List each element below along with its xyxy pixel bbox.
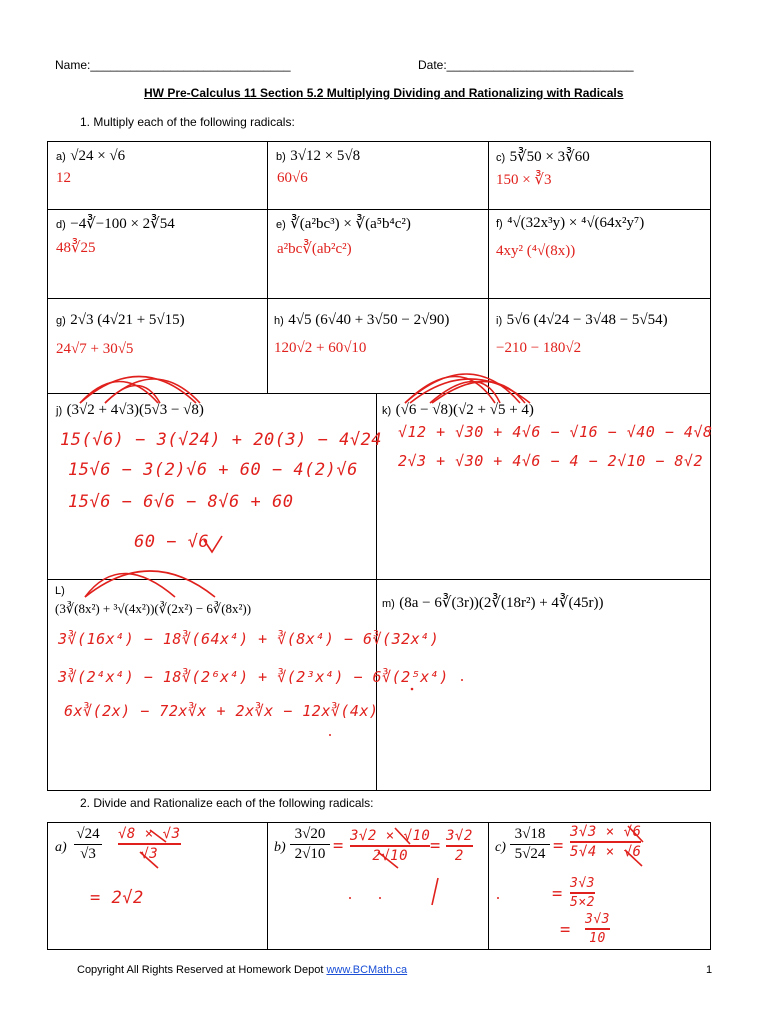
step3-2c	[585, 912, 610, 946]
work-1j-line2: 15√6 − 3(2)√6 + 60 − 4(2)√6	[68, 460, 358, 480]
equals-sign: =	[560, 920, 571, 940]
numerator: √24	[76, 826, 100, 842]
copyright-text: Copyright All Rights Reserved at Homework Depot	[77, 964, 327, 976]
denominator: √3	[80, 846, 96, 862]
problem-expression: (3∛(8x²) + ³√(4x²))(∛(2x²) − 6∛(8x²))	[55, 601, 252, 616]
problem-1k	[382, 401, 534, 419]
section2-instruction: 2. Divide and Rationalize each of the following radicals:	[80, 796, 374, 810]
problem-2c-label: c)	[495, 840, 506, 855]
problem-label: i)	[496, 315, 503, 327]
answer-1g: 24√7 + 30√5	[56, 341, 134, 357]
problem-label: j)	[56, 405, 63, 417]
result-2a: = 2√2	[90, 888, 144, 908]
problem-label: g)	[56, 315, 66, 327]
result-2b	[446, 828, 473, 864]
problem-label: m)	[382, 598, 395, 610]
problem-label: e)	[276, 219, 286, 231]
problem-label: L)	[55, 585, 65, 597]
page-title: HW Pre-Calculus 11 Section 5.2 Multiplying Dividing and Rationalizing with Radicals	[144, 86, 624, 100]
work-1l-line2: 3∛(2⁴x⁴) − 18∛(2⁶x⁴) + ∛(2³x⁴) − 6∛(2⁵x⁴)	[58, 668, 449, 686]
problem-1g	[56, 311, 185, 329]
work-denominator: 2√10	[372, 848, 409, 864]
equals-sign: =	[552, 884, 563, 904]
answer-1a: 12	[56, 170, 71, 186]
problem-1l	[55, 585, 251, 617]
work-1k-line1: √12 + √30 + 4√6 − √16 − √40 − 4√8	[398, 423, 713, 441]
page-number: 1	[706, 964, 713, 976]
answer-1f: 4xy² (⁴√(8x))	[496, 243, 576, 259]
answer-1e: a²bc∛(ab²c²)	[277, 241, 352, 257]
date-field[interactable]: Date:____________________________	[418, 58, 634, 72]
problem-1i	[496, 311, 668, 329]
step2-numerator: 3√3	[570, 876, 595, 891]
numerator: 3√20	[294, 826, 326, 842]
problem-expression: 2√3 (4√21 + 5√15)	[70, 312, 185, 328]
problem-2b-fraction	[290, 826, 330, 863]
problem-1b	[276, 147, 360, 165]
problem-1e	[276, 214, 411, 233]
website-link[interactable]: www.BCMath.ca	[326, 964, 408, 976]
work-2a	[118, 826, 181, 862]
answer-1i: −210 − 180√2	[496, 340, 582, 356]
answer-1c: 150 × ∛3	[496, 172, 552, 188]
step3-numerator: 3√3	[585, 912, 610, 927]
answer-1d: 48∛25	[56, 240, 96, 256]
step3-denominator: 10	[589, 931, 606, 946]
problem-expression: (8a − 6∛(3r))(2∛(18r²) + 4∛(45r))	[399, 595, 604, 611]
problem-label: a)	[56, 151, 66, 163]
problem-1h	[274, 311, 449, 329]
work-numerator: 3√3 × √6	[570, 824, 642, 840]
problem-label: h)	[274, 315, 284, 327]
problem-label: f)	[496, 218, 503, 230]
equals-sign: =	[553, 836, 564, 856]
denominator: 5√24	[514, 846, 546, 862]
problem-expression: 5√6 (4√24 − 3√48 − 5√54)	[506, 312, 668, 328]
equals-sign: =	[430, 836, 441, 856]
problem-1f	[496, 214, 644, 232]
problem-expression: ⁴√(32x³y) × ⁴√(64x²y⁷)	[507, 215, 645, 231]
work-numerator: 3√2 × √10	[350, 828, 431, 844]
problem-expression: (3√2 + 4√3)(5√3 − √8)	[66, 402, 204, 418]
work-2c	[570, 824, 641, 860]
equals-sign: =	[333, 836, 344, 856]
problem-label: c)	[496, 152, 506, 164]
work-denominator: 5√4 × √6	[570, 844, 642, 860]
step2-denominator: 5×2	[570, 895, 595, 910]
answer-1b: 60√6	[277, 170, 308, 186]
problem-expression: ∛(a²bc³) × ∛(a⁵b⁴c²)	[290, 216, 411, 232]
footer-copyright	[77, 964, 407, 976]
result-numerator: 3√2	[446, 828, 473, 844]
result-denominator: 2	[454, 848, 464, 864]
problem-expression: 3√12 × 5√8	[290, 148, 361, 164]
answer-1h: 120√2 + 60√10	[274, 340, 367, 356]
problem-1j	[56, 401, 204, 419]
work-1l-line3: 6x∛(2x) − 72x∛x + 2x∛x − 12x∛(4x)	[64, 702, 379, 720]
denominator: 2√10	[294, 846, 326, 862]
work-denominator: √3	[140, 846, 159, 862]
work-1j-line1: 15(√6) − 3(√24) + 20(3) − 4√24	[60, 430, 383, 450]
problem-expression: (√6 − √8)(√2 + √5 + 4)	[395, 402, 534, 418]
work-1j-answer: 60 − √6	[134, 532, 210, 552]
problem-1d	[56, 214, 175, 233]
section1-instruction: 1. Multiply each of the following radicals:	[80, 115, 295, 129]
problem-expression: √24 × √6	[70, 148, 126, 164]
problem-2c-fraction	[510, 826, 550, 863]
work-numerator: √8 × √3	[118, 826, 181, 842]
problem-1a	[56, 147, 125, 165]
problem-expression: 5∛50 × 3∛60	[509, 149, 590, 165]
work-1l-line1: 3∛(16x⁴) − 18∛(64x⁴) + ∛(8x⁴) − 6∛(32x⁴)	[58, 630, 440, 648]
problem-1c	[496, 147, 590, 166]
step2-2c	[570, 876, 595, 910]
numerator: 3√18	[514, 826, 546, 842]
work-1j-line3: 15√6 − 6√6 − 8√6 + 60	[68, 492, 294, 512]
work-2b	[350, 828, 430, 864]
problem-expression: −4∛−100 × 2∛54	[70, 216, 175, 232]
problem-label: b)	[276, 151, 286, 163]
problem-1m	[382, 593, 603, 612]
problem-2a-label: a)	[55, 840, 67, 855]
problem-expression: 4√5 (6√40 + 3√50 − 2√90)	[288, 312, 450, 328]
problem-label: d)	[56, 219, 66, 231]
problem-label: k)	[382, 405, 392, 417]
problem-2b-label: b)	[274, 840, 286, 855]
problem-2a-fraction	[74, 826, 102, 863]
work-1k-line2: 2√3 + √30 + 4√6 − 4 − 2√10 − 8√2	[398, 452, 703, 470]
name-field[interactable]: Name:______________________________	[55, 58, 291, 72]
